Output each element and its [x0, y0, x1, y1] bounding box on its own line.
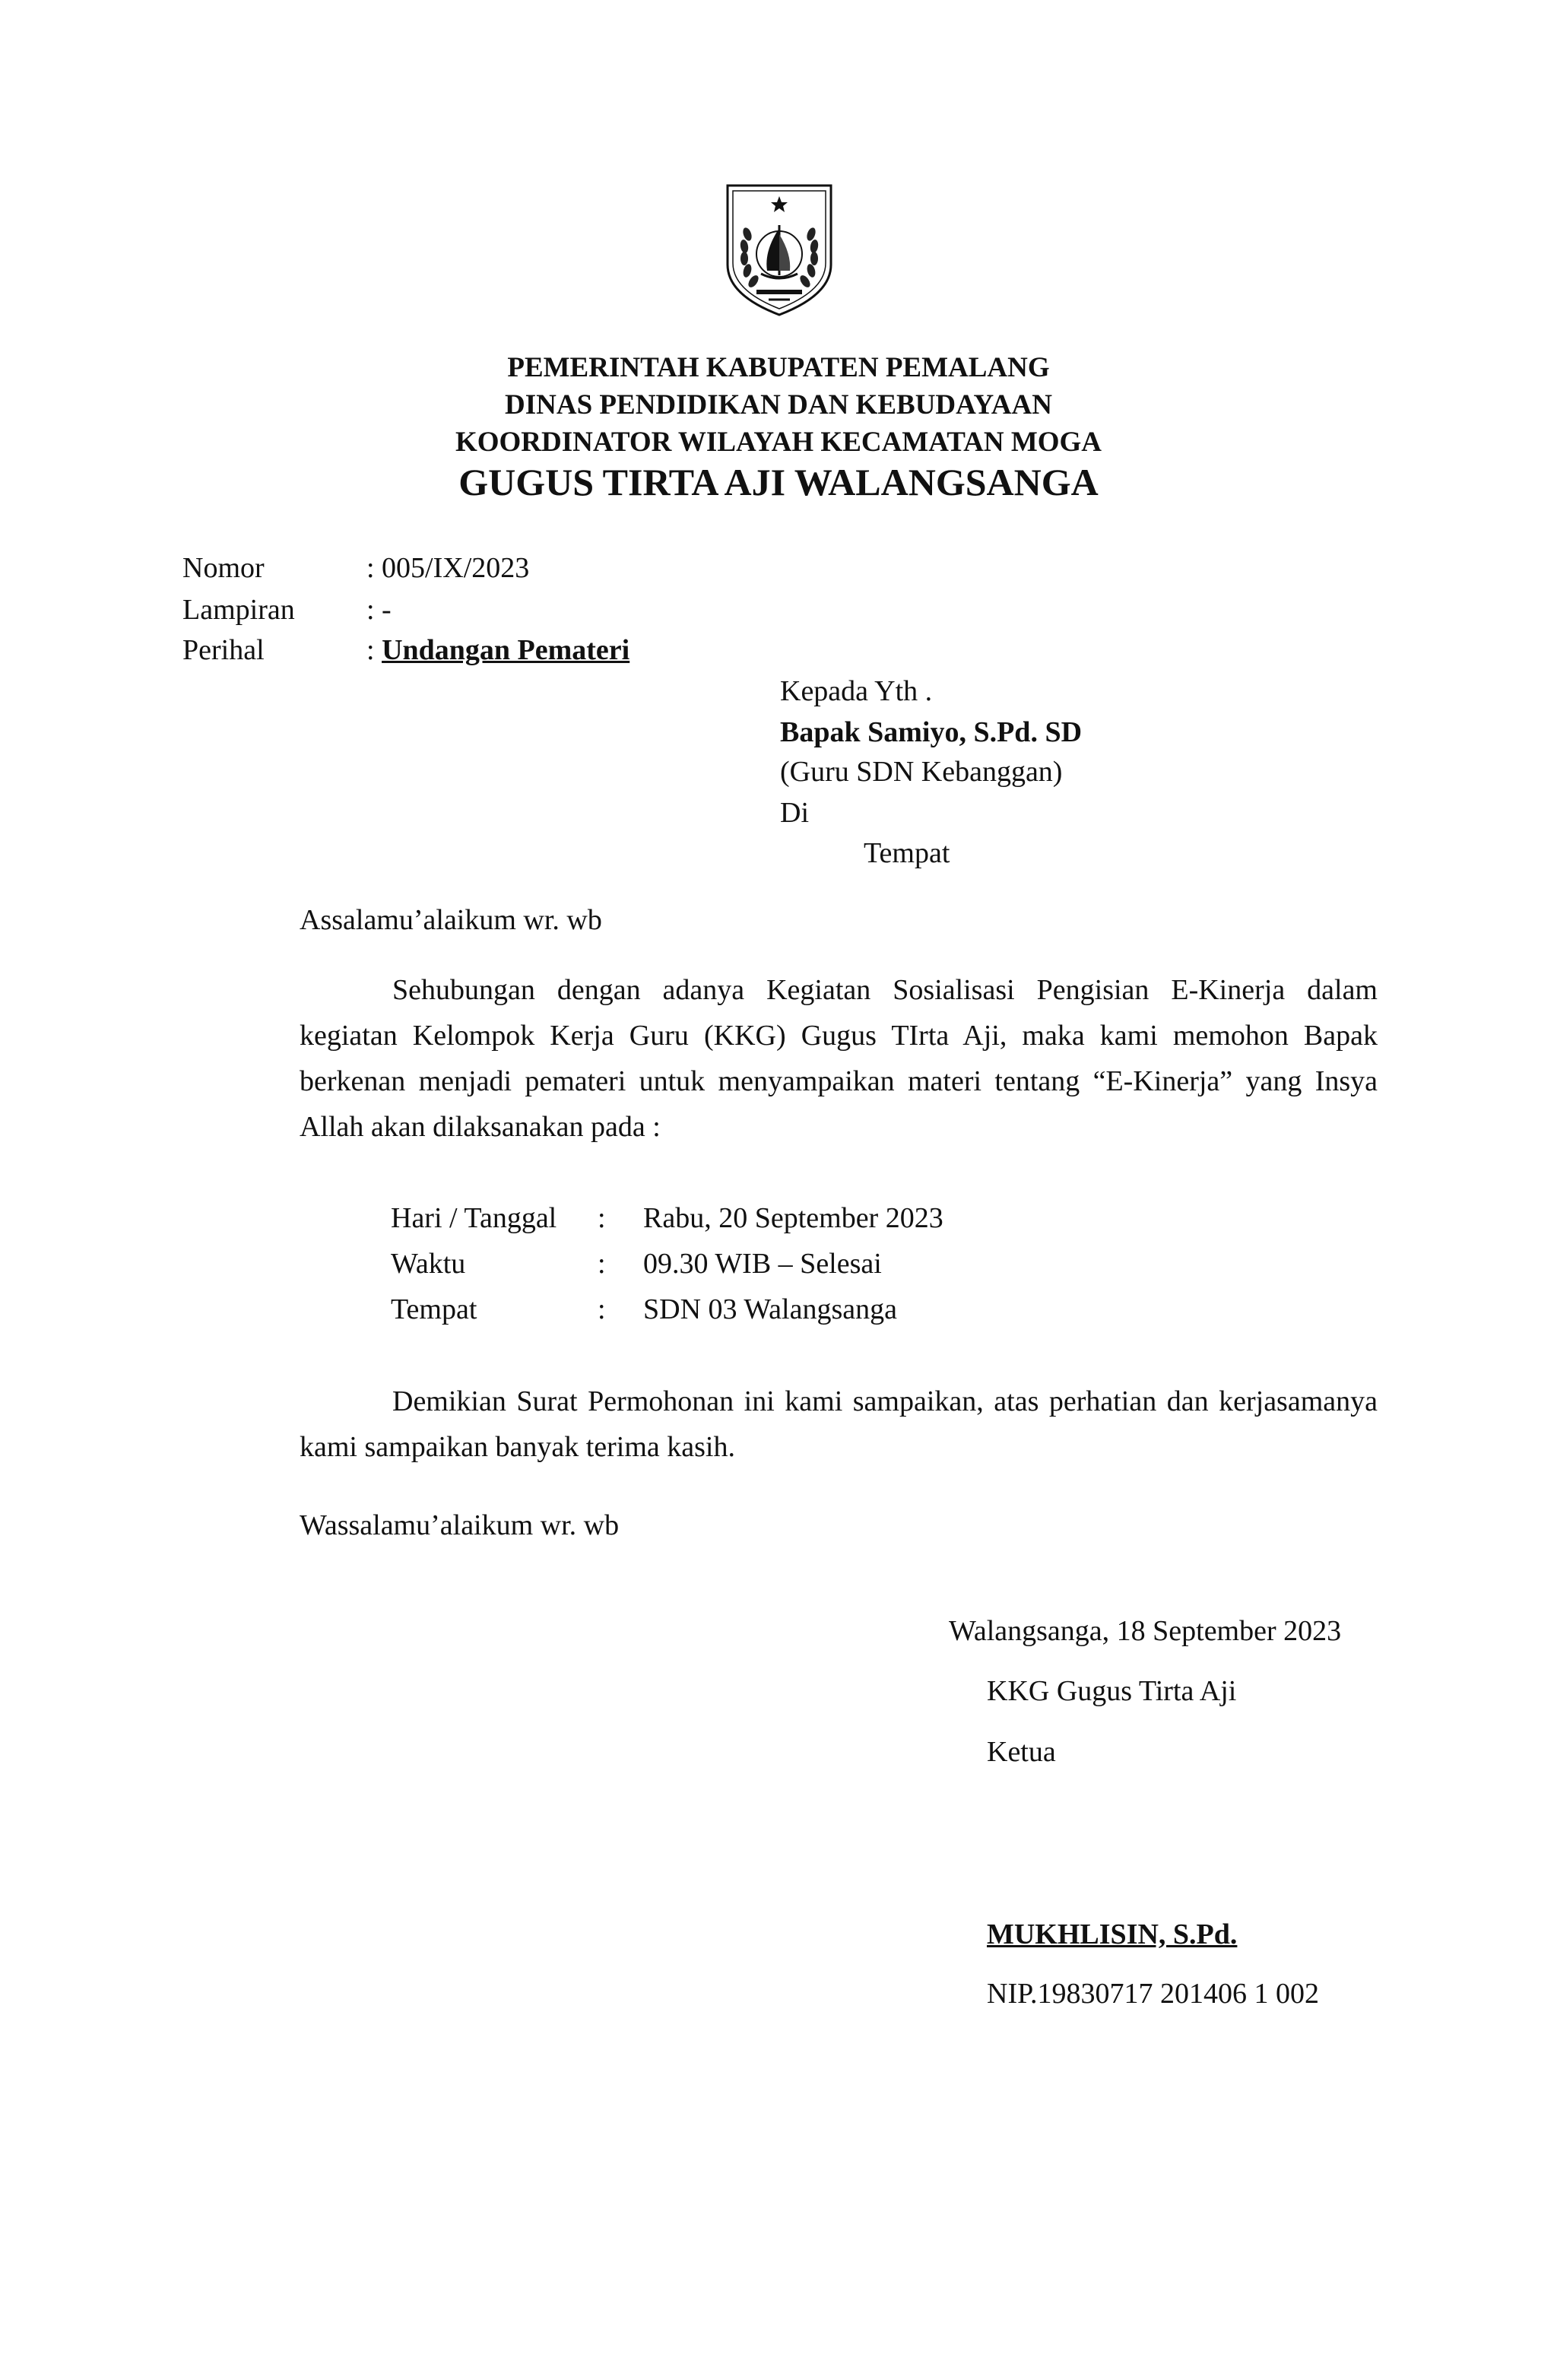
- detail-value-time: 09.30 WIB – Selesai: [643, 1248, 882, 1280]
- lampiran-value: : -: [366, 594, 392, 626]
- detail-colon-venue: :: [598, 1293, 606, 1325]
- perihal-subject: Undangan Pemateri: [382, 634, 630, 666]
- signature-organization: KKG Gugus Tirta Aji: [987, 1675, 1237, 1707]
- recipient-place: Tempat: [864, 837, 950, 869]
- detail-value-date: Rabu, 20 September 2023: [643, 1202, 943, 1234]
- nomor-value: : 005/IX/2023: [366, 552, 530, 584]
- letterhead-line-government: PEMERINTAH KABUPATEN PEMALANG: [507, 352, 1050, 383]
- letterhead-line-department: DINAS PENDIDIKAN DAN KEBUDAYAAN: [505, 389, 1052, 420]
- body-paragraph-closing: [300, 1379, 1378, 1470]
- perihal-value-row: [366, 633, 629, 667]
- opening-greeting: Assalamu’alaikum wr. wb: [300, 904, 602, 936]
- recipient-greeting: Kepada Yth .: [780, 675, 933, 707]
- recipient-name: Bapak Samiyo, S.Pd. SD: [780, 716, 1083, 748]
- signature-place-date: Walangsanga, 18 September 2023: [949, 1615, 1342, 1647]
- detail-label-venue: Tempat: [391, 1293, 477, 1325]
- perihal-label: Perihal: [182, 634, 265, 666]
- letterhead-line-coordinator: KOORDINATOR WILAYAH KECAMATAN MOGA: [455, 427, 1102, 458]
- detail-label-date: Hari / Tanggal: [391, 1202, 557, 1234]
- recipient-role: (Guru SDN Kebanggan): [780, 756, 1063, 788]
- closing-greeting: Wassalamu’alaikum wr. wb: [300, 1509, 620, 1541]
- paragraph-invitation-text: Sehubungan dengan adanya Kegiatan Sosialisasi Pengisian E-Kinerja dalam kegiatan Kelompok Kerja Guru (KKG) Gugus TIrta Aji, maka kami memohon Bapak berkenan menjadi pemateri untuk menyampaikan materi tentang “E-Kinerja” yang Insya Allah akan dilaksanakan pada :: [300, 974, 1378, 1143]
- detail-colon-time: :: [598, 1248, 606, 1280]
- lampiran-label: Lampiran: [182, 594, 295, 626]
- perihal-colon: :: [366, 634, 382, 666]
- detail-label-time: Waktu: [391, 1248, 466, 1280]
- nomor-label: Nomor: [182, 552, 265, 584]
- signature-nip: NIP.19830717 201406 1 002: [987, 1978, 1320, 2010]
- signature-name: MUKHLISIN, S.Pd.: [987, 1918, 1238, 1950]
- paragraph-closing-text: Demikian Surat Permohonan ini kami sampaikan, atas perhatian dan kerjasamanya kami sampaikan banyak terima kasih.: [300, 1385, 1378, 1463]
- detail-colon-date: :: [598, 1202, 606, 1234]
- detail-value-venue: SDN 03 Walangsanga: [643, 1293, 897, 1325]
- recipient-di: Di: [780, 797, 809, 829]
- letterhead-line-cluster: GUGUS TIRTA AJI WALANGSANGA: [458, 461, 1099, 503]
- body-paragraph-invitation: [300, 967, 1378, 1150]
- pemalang-regency-emblem-icon: [723, 181, 836, 319]
- signature-position: Ketua: [987, 1736, 1056, 1768]
